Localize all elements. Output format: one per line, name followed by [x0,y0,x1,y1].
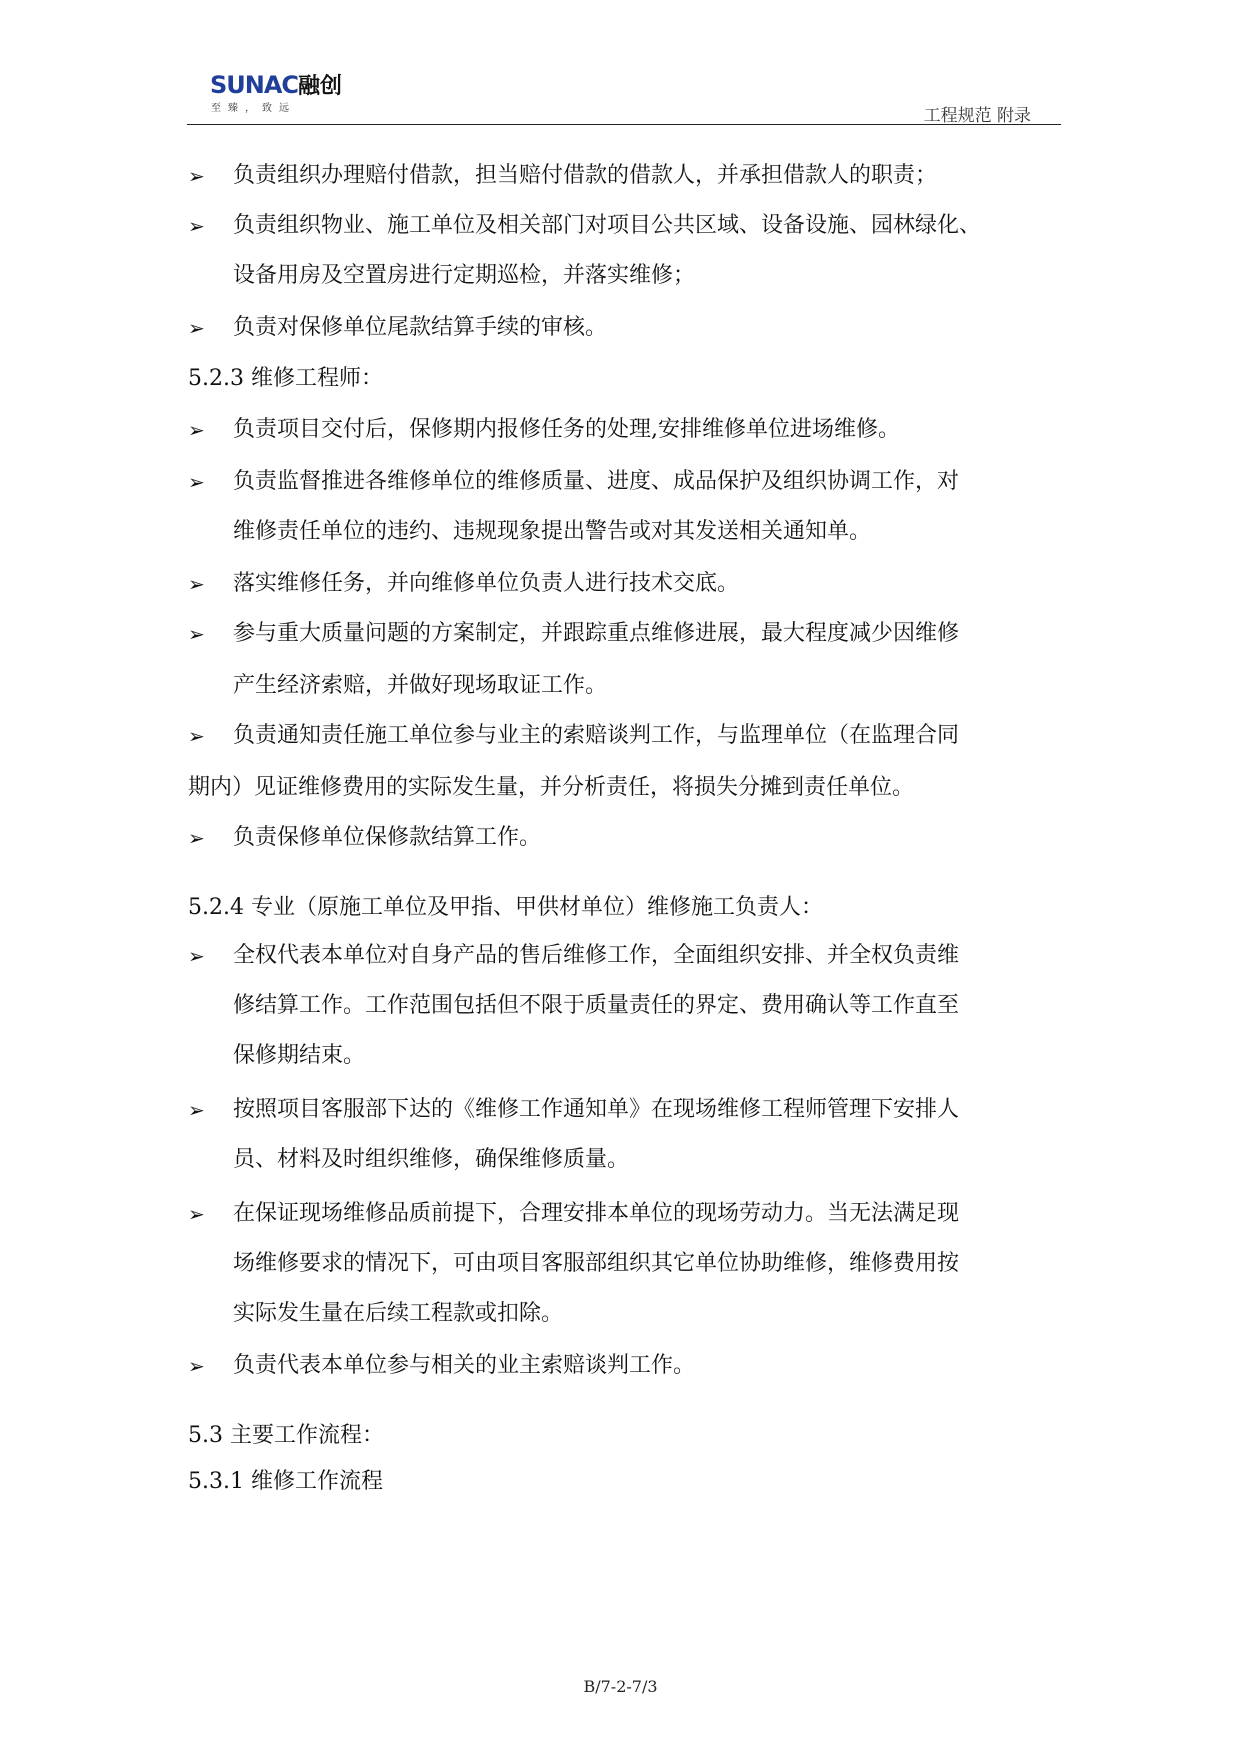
bullet-icon: ➢ [188,418,205,442]
body-line-21: 在保证现场维修品质前提下，合理安排本单位的现场劳动力。当无法满足现 [233,1201,960,1226]
body-line-8: 维修责任单位的违约、违规现象提出警告或对其发送相关通知单。 [233,519,872,544]
bullet-icon: ➢ [188,164,205,188]
header-divider [187,124,1061,125]
bullet-icon: ➢ [188,944,205,968]
body-line-19: 按照项目客服部下达的《维修工作通知单》在现场维修工程师管理下安排人 [233,1097,960,1122]
bullet-icon: ➢ [188,214,205,238]
body-line-17: 修结算工作。工作范围包括但不限于质量责任的界定、费用确认等工作直至 [233,993,960,1018]
body-line-16: 全权代表本单位对自身产品的售后维修工作，全面组织安排、并全权负责维 [233,943,960,968]
bullet-icon: ➢ [188,724,205,748]
body-line-22: 场维修要求的情况下，可由项目客服部组织其它单位协助维修，维修费用按 [233,1251,960,1276]
bullet-icon: ➢ [188,1202,205,1226]
body-line-6: 负责项目交付后，保修期内报修任务的处理,安排维修单位进场维修。 [233,417,900,442]
body-line-1: 负责组织办理赔付借款，担当赔付借款的借款人，并承担借款人的职责； [233,163,938,188]
body-line-18: 保修期结束。 [233,1043,366,1068]
section-heading-5-3-1: 5.3.1 维修工作流程 [188,1469,383,1494]
page-number: B/7-2-7/3 [583,1677,658,1696]
body-line-14: 负责保修单位保修款结算工作。 [233,825,542,850]
bullet-icon: ➢ [188,1098,205,1122]
logo-wordmark [210,72,342,100]
bullet-icon: ➢ [188,622,205,646]
logo-chinese: 融创 [298,74,343,99]
logo-english: SUNAC [210,71,299,99]
bullet-icon: ➢ [188,1354,205,1378]
company-logo [210,72,360,112]
body-line-24: 负责代表本单位参与相关的业主索赔谈判工作。 [233,1353,696,1378]
body-line-12: 负责通知责任施工单位参与业主的索赔谈判工作，与监理单位（在监理合同 [233,723,960,748]
body-line-9: 落实维修任务，并向维修单位负责人进行技术交底。 [233,571,740,596]
body-line-2: 负责组织物业、施工单位及相关部门对项目公共区域、设备设施、园林绿化、 [233,213,982,238]
bullet-icon: ➢ [188,316,205,340]
header-section-label: 工程规范 附录 [923,106,1031,126]
body-line-11: 产生经济索赔，并做好现场取证工作。 [233,673,608,698]
section-heading-5-3: 5.3 主要工作流程： [188,1423,384,1448]
logo-slogan: 至臻，致远 [211,103,296,114]
section-heading-5-2-3: 5.2.3 维修工程师： [188,366,383,391]
body-line-20: 员、材料及时组织维修，确保维修质量。 [233,1147,630,1172]
bullet-icon: ➢ [188,470,205,494]
body-line-23: 实际发生量在后续工程款或扣除。 [233,1301,564,1326]
body-line-3: 设备用房及空置房进行定期巡检，并落实维修； [233,263,696,288]
body-line-4: 负责对保修单位尾款结算手续的审核。 [233,315,608,340]
body-line-10: 参与重大质量问题的方案制定，并跟踪重点维修进展，最大程度减少因维修 [233,621,960,646]
bullet-icon: ➢ [188,826,205,850]
body-line-7: 负责监督推进各维修单位的维修质量、进度、成品保护及组织协调工作，对 [233,469,960,494]
body-line-13: 期内）见证维修费用的实际发生量，并分析责任，将损失分摊到责任单位。 [188,775,915,800]
bullet-icon: ➢ [188,572,205,596]
section-heading-5-2-4: 5.2.4 专业（原施工单位及甲指、甲供材单位）维修施工负责人： [188,895,823,920]
